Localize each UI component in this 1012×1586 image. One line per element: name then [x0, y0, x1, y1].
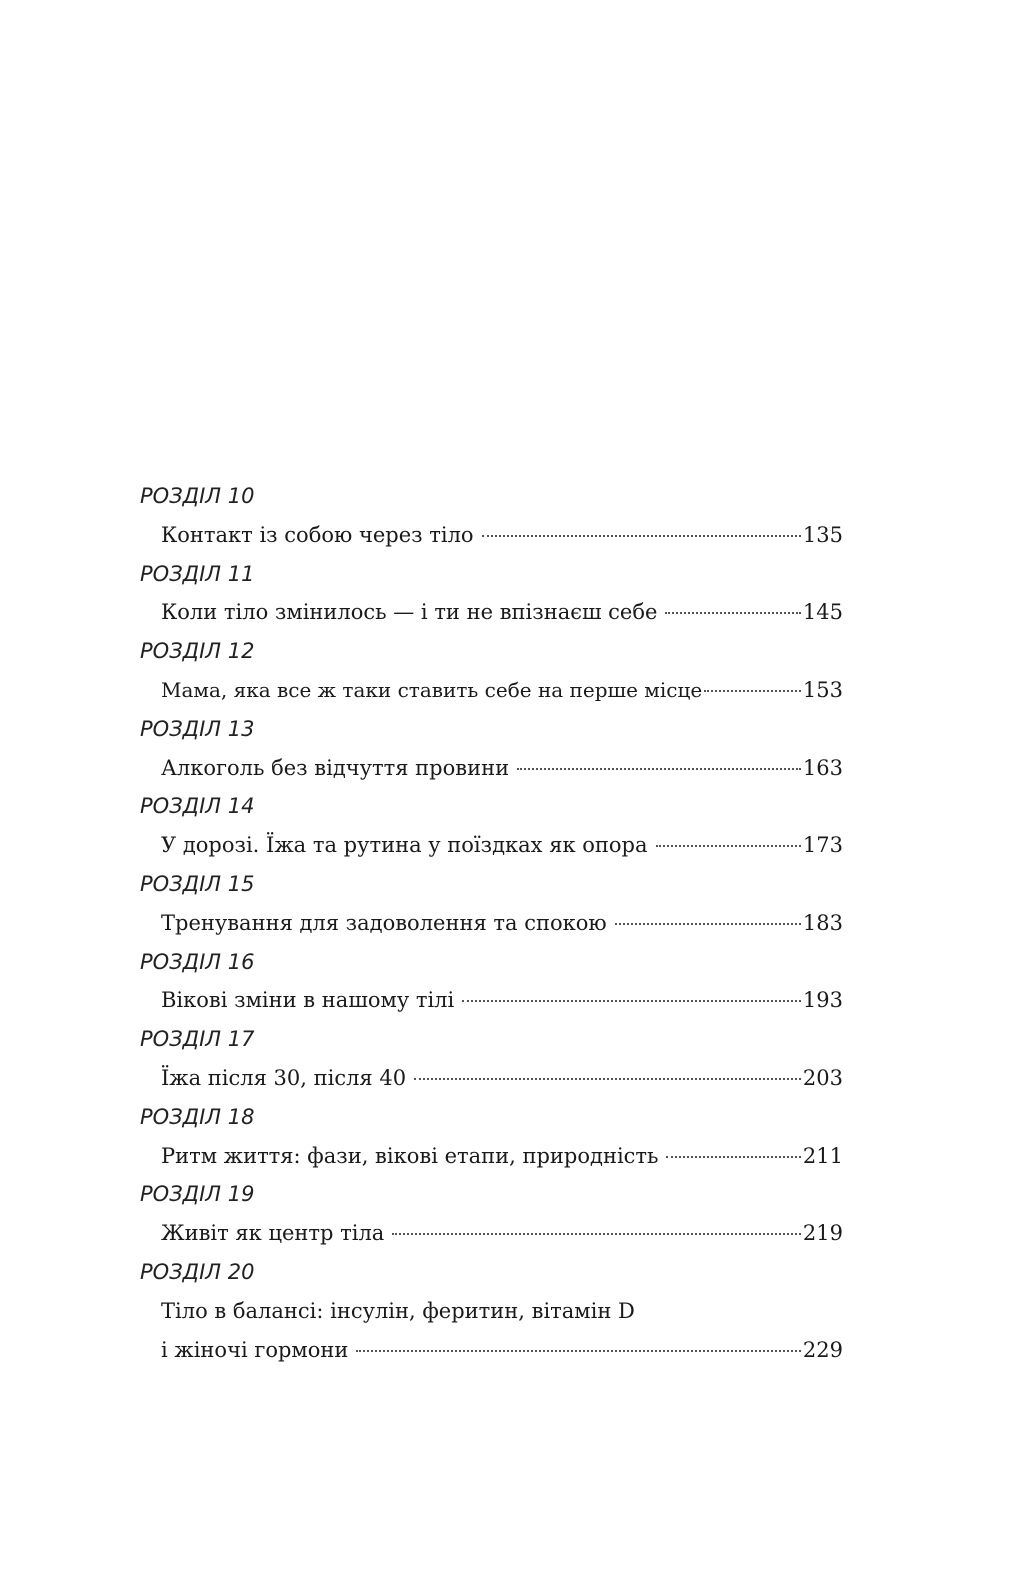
chapter-title: Тренування для задоволення та спокою [161, 910, 607, 935]
toc-chapter-16 [140, 943, 843, 1021]
page-number: 229 [802, 1337, 843, 1362]
chapter-title: Контакт із собою через тіло [161, 522, 474, 547]
toc-entry[interactable] [140, 1214, 843, 1253]
chapter-title-line-2: і жіночі гормони [161, 1337, 349, 1362]
chapter-title: У дорозі. Їжа та рутина у поїздках як опора [161, 833, 648, 858]
toc-entry [140, 1331, 843, 1370]
toc-entry-multiline[interactable] [140, 1292, 843, 1370]
toc-chapter-11 [140, 555, 843, 633]
toc-entry[interactable] [140, 826, 843, 865]
chapter-label: РОЗДІЛ 19 [140, 1182, 255, 1207]
table-of-contents [140, 477, 843, 1369]
toc-chapter-14 [140, 787, 843, 865]
dot-leader [414, 1078, 801, 1080]
toc-chapter-15 [140, 865, 843, 943]
page-number: 219 [802, 1221, 843, 1246]
dot-leader [392, 1233, 801, 1235]
toc-chapter-10 [140, 477, 843, 555]
chapter-title: Коли тіло змінилось — і ти не впізнаєш себе [161, 600, 658, 625]
dot-leader [615, 923, 801, 925]
page-number: 211 [802, 1143, 843, 1168]
dot-leader [482, 535, 801, 537]
page-number: 135 [802, 522, 843, 547]
chapter-label: РОЗДІЛ 10 [140, 484, 255, 508]
chapter-title: Мама, яка все ж таки ставить себе на перше місце [161, 677, 703, 702]
toc-entry[interactable] [140, 516, 843, 555]
dot-leader [356, 1350, 801, 1352]
page-number: 173 [802, 833, 843, 858]
page-number: 203 [802, 1065, 843, 1090]
chapter-label: РОЗДІЛ 15 [140, 871, 255, 896]
chapter-title: Живіт як центр тіла [161, 1221, 385, 1246]
toc-chapter-20 [140, 1253, 843, 1369]
dot-leader [666, 1156, 800, 1158]
toc-chapter-13 [140, 710, 843, 788]
chapter-label: РОЗДІЛ 16 [140, 949, 255, 974]
page-number: 183 [802, 910, 843, 935]
chapter-title: Їжа після 30, після 40 [161, 1065, 407, 1090]
chapter-label: РОЗДІЛ 12 [140, 639, 255, 664]
page-number: 163 [802, 755, 843, 780]
toc-entry[interactable] [140, 1059, 843, 1098]
toc-entry[interactable] [140, 981, 843, 1020]
chapter-label: РОЗДІЛ 11 [140, 561, 255, 586]
toc-chapter-17 [140, 1020, 843, 1098]
chapter-title: Вікові зміни в нашому тілі [161, 988, 455, 1013]
chapter-label: РОЗДІЛ 13 [140, 716, 255, 741]
chapter-title-line-1: Тіло в балансі: інсулін, феритин, вітамін D [161, 1298, 635, 1323]
chapter-label: РОЗДІЛ 20 [140, 1259, 255, 1284]
dot-leader [656, 845, 801, 847]
chapter-title: Алкоголь без відчуття провини [161, 755, 510, 780]
toc-entry[interactable] [140, 593, 843, 632]
toc-entry[interactable] [140, 1137, 843, 1176]
dot-leader [517, 768, 801, 770]
dot-leader [462, 1000, 801, 1002]
dot-leader [704, 690, 801, 692]
toc-entry[interactable] [140, 749, 843, 788]
chapter-label: РОЗДІЛ 18 [140, 1104, 255, 1129]
chapter-label: РОЗДІЛ 14 [140, 794, 255, 819]
page-number: 193 [802, 988, 843, 1013]
toc-chapter-12 [140, 632, 843, 710]
page-number: 153 [802, 677, 843, 702]
toc-chapter-18 [140, 1098, 843, 1176]
toc-chapter-19 [140, 1175, 843, 1253]
chapter-label: РОЗДІЛ 17 [140, 1027, 255, 1052]
page-number: 145 [802, 600, 843, 625]
toc-entry[interactable] [140, 904, 843, 943]
toc-entry[interactable] [140, 671, 843, 710]
dot-leader [665, 612, 800, 614]
chapter-title: Ритм життя: фази, вікові етапи, природність [161, 1143, 659, 1168]
